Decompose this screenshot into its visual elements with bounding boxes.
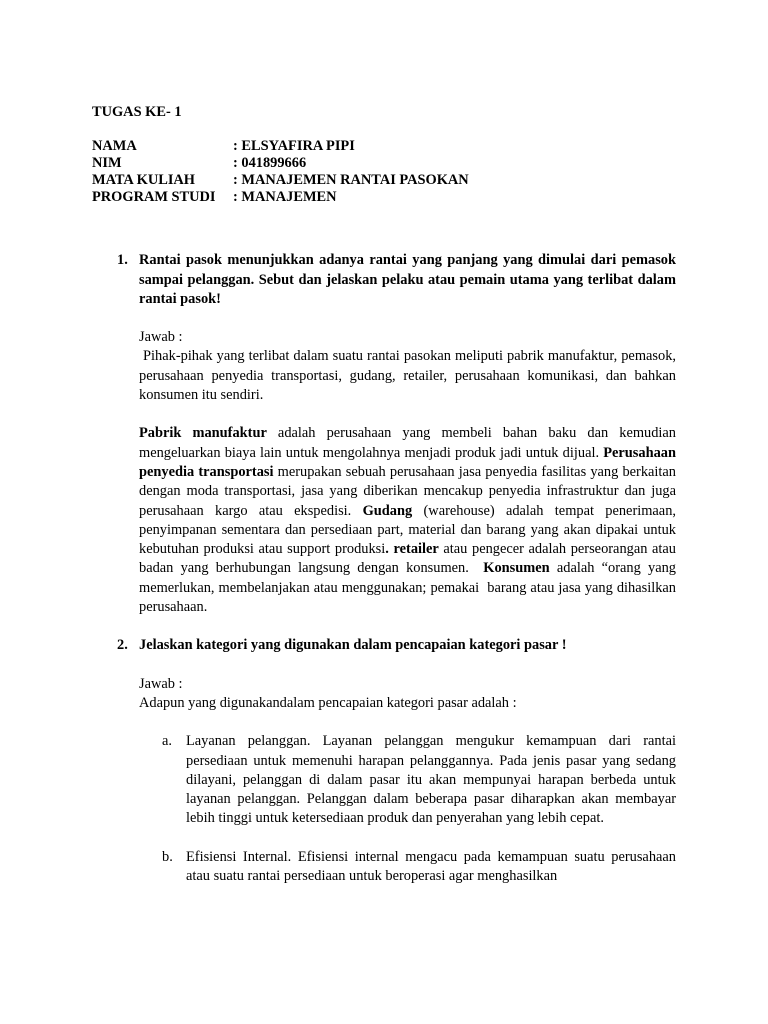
- question-number: 1.: [117, 252, 128, 269]
- answer-body: [139, 424, 680, 617]
- category-list: [92, 732, 676, 886]
- term-description: (warehouse) adalah tempat penerimaan, penyimpanan sementara dan persediaan part, material dan barang yang akan dipakai untuk kebutuhan produksi atau support produksi: [139, 502, 680, 558]
- info-row-nama: [92, 138, 676, 155]
- question-2: [92, 636, 676, 713]
- list-letter: a.: [162, 733, 172, 750]
- list-letter: b.: [162, 848, 173, 865]
- answer-intro: Pihak-pihak yang terlibat dalam suatu rantai pasokan meliputi pabrik manufaktur, pemasok, perusahaan penyedia transportasi, gudang, retailer, perusahaan komunikasi, dan bahkan konsumen itu sendiri.: [139, 348, 680, 404]
- info-value: : MANAJEMEN: [233, 189, 337, 206]
- answer-label: Jawab :: [139, 329, 183, 346]
- info-value: : 041899666: [233, 155, 307, 172]
- info-row-mata-kuliah: [92, 172, 676, 189]
- term-description: adalah “orang yang memerlukan, membelanjakan atau menggunakan; pemakai barang atau jasa yang dihasilkan perusahaan.: [139, 560, 680, 616]
- term-pabrik-manufaktur: Pabrik manufaktur: [139, 425, 267, 442]
- term-retailer: . retailer: [385, 541, 439, 558]
- question-1: [92, 251, 680, 617]
- list-item-text: Layanan pelanggan. Layanan pelanggan mengukur kemampuan dari rantai persediaan untuk memenuhi harapan pelanggannya. Pada jenis pasar yang sedang dilayani, pelanggan di dalam pasar itu akan mempunyai harapan berbeda untuk layanan pelanggan. Pelanggan dalam beberapa pasar diharapkan akan membayar lebih tinggi untuk ketersediaan produk dan penyerahan yang lebih cepat.: [186, 733, 676, 827]
- term-gudang: Gudang: [362, 502, 413, 519]
- document-title: TUGAS KE- 1: [92, 104, 182, 120]
- document-page: [92, 103, 680, 886]
- term-description: adalah perusahaan yang membeli bahan baku dan kemudian mengeluarkan biaya lain untuk mengolahnya menjadi produk jadi untuk dijual.: [139, 425, 680, 461]
- answer-intro: Adapun yang digunakandalam pencapaian kategori pasar adalah :: [139, 694, 517, 711]
- student-info: [92, 138, 676, 206]
- info-value: : ELSYAFIRA PIPI: [233, 138, 355, 155]
- list-item-text: Efisiensi Internal. Efisiensi internal mengacu pada kemampuan suatu perusahaan atau suatu rantai persediaan untuk beroperasi agar menghasilkan: [186, 848, 676, 885]
- term-description: atau pengecer adalah perseorangan atau badan yang berhubungan langsung dengan konsumen.: [139, 541, 680, 577]
- list-item: [139, 732, 676, 828]
- answer-label: Jawab :: [139, 675, 183, 692]
- info-label: MATA KULIAH: [92, 172, 196, 189]
- question-text: Jelaskan kategori yang digunakan dalam pencapaian kategori pasar !: [139, 637, 567, 654]
- info-label: NAMA: [92, 138, 137, 155]
- term-description: merupakan sebuah perusahaan jasa penyedia fasilitas yang berkaitan dengan moda transportasi, jasa yang diberikan mencakup penyedia infrastruktur dan juga perusahaan kargo atau ekspedisi.: [139, 463, 680, 519]
- term-konsumen: Konsumen: [483, 560, 550, 577]
- info-label: PROGRAM STUDI: [92, 189, 216, 206]
- info-label: NIM: [92, 155, 122, 172]
- info-value: : MANAJEMEN RANTAI PASOKAN: [233, 172, 469, 189]
- term-transportasi: Perusahaan penyedia transportasi: [139, 444, 680, 480]
- info-row-nim: [92, 155, 676, 172]
- question-number: 2.: [117, 637, 128, 654]
- info-row-program-studi: [92, 189, 676, 206]
- list-item: [139, 848, 676, 887]
- question-text: Rantai pasok menunjukkan adanya rantai yang panjang yang dimulai dari pemasok sampai pelanggan. Sebut dan jelaskan pelaku atau pemain utama yang terlibat dalam rantai pasok!: [139, 252, 676, 307]
